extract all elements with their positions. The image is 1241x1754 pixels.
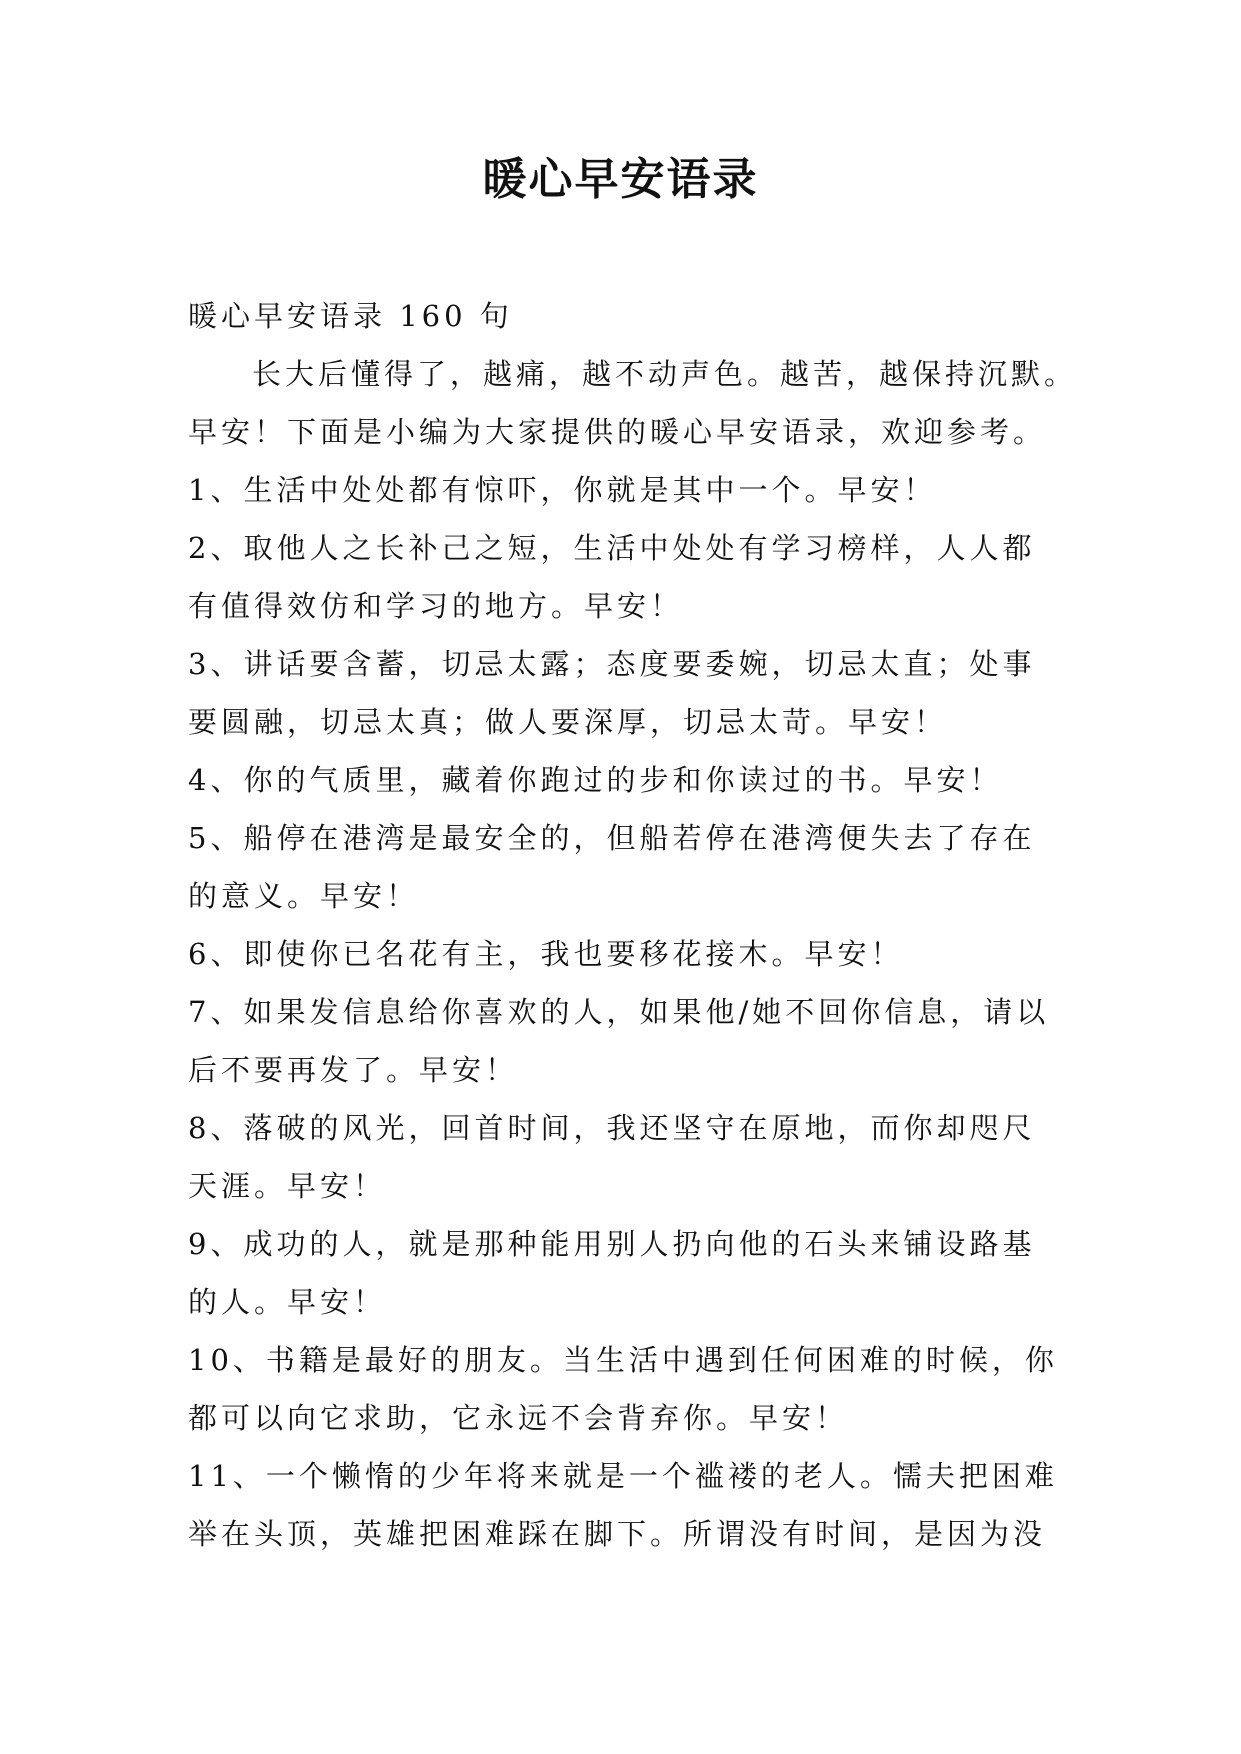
document-body	[188, 287, 1088, 1563]
quote-line: 都可以向它求助，它永远不会背弃你。早安！	[188, 1401, 849, 1435]
quote-line: 6、即使你已名花有主，我也要移花接木。早安！	[188, 937, 904, 971]
quote-line: 要圆融，切忌太真；做人要深厚，切忌太苛。早安！	[188, 705, 948, 739]
document-title: 暖心早安语录	[482, 154, 759, 205]
quote-line: 天涯。早安！	[188, 1169, 387, 1203]
quote-line: 的人。早安！	[188, 1285, 387, 1319]
quote-line: 5、船停在港湾是最安全的，但船若停在港湾便失去了存在	[188, 821, 1036, 855]
quote-line: 1、生活中处处都有惊吓，你就是其中一个。早安！	[188, 473, 937, 507]
subtitle-line: 暖心早安语录 160 句	[188, 299, 513, 333]
quote-line: 的意义。早安！	[188, 879, 420, 913]
quote-line: 3、讲话要含蓄，切忌太露；态度要委婉，切忌太直；处事	[188, 647, 1036, 681]
quote-line: 4、你的气质里，藏着你跑过的步和你读过的书。早安！	[188, 763, 1003, 797]
quote-line: 举在头顶，英雄把困难踩在脚下。所谓没有时间，是因为没	[188, 1517, 1047, 1551]
quote-line: 有值得效仿和学习的地方。早安！	[188, 589, 684, 623]
intro-line: 早安！下面是小编为大家提供的暖心早安语录，欢迎参考。	[188, 415, 1047, 449]
quote-line: 后不要再发了。早安！	[188, 1053, 519, 1087]
quote-line: 7、如果发信息给你喜欢的人，如果他/她不回你信息，请以	[188, 995, 1050, 1029]
quote-line: 8、落破的风光，回首时间，我还坚守在原地，而你却咫尺	[188, 1111, 1036, 1145]
intro-line: 长大后懂得了，越痛，越不动声色。越苦，越保持沉默。	[252, 357, 1078, 391]
quote-line: 10、书籍是最好的朋友。当生活中遇到任何困难的时候，你	[188, 1343, 1058, 1377]
quote-line: 11、一个懒惰的少年将来就是一个褴褛的老人。懦夫把困难	[188, 1459, 1058, 1493]
quote-line: 9、成功的人，就是那种能用别人扔向他的石头来铺设路基	[188, 1227, 1036, 1261]
quote-line: 2、取他人之长补己之短，生活中处处有学习榜样，人人都	[188, 531, 1036, 565]
